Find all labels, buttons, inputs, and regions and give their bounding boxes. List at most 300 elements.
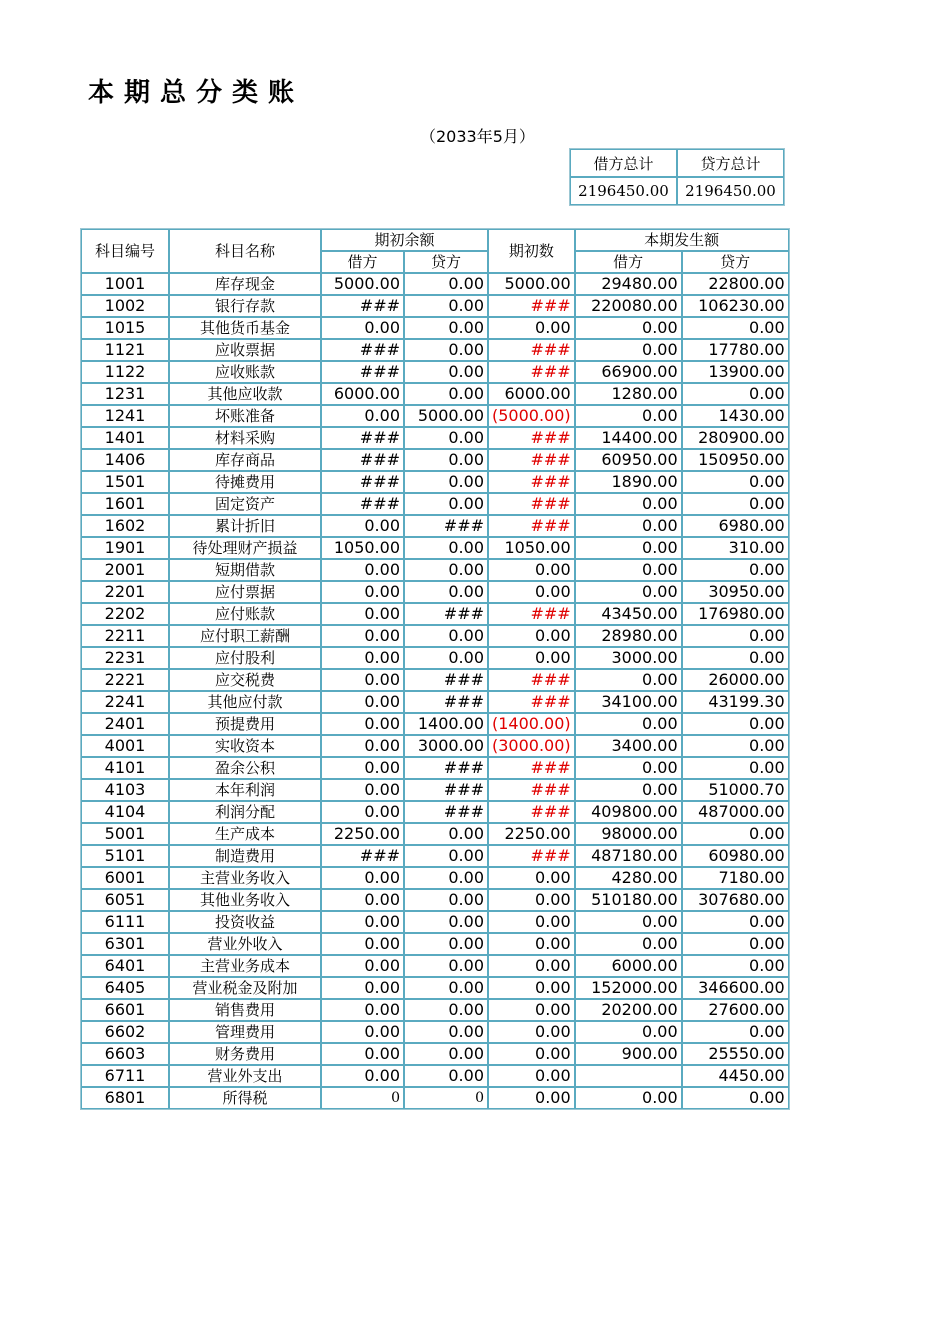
opening-amount-cell[interactable]: 2250.00 <box>488 823 575 845</box>
table-row <box>81 427 789 449</box>
opening-debit-cell[interactable]: ### <box>321 493 404 515</box>
opening-debit-cell[interactable]: 0.00 <box>321 977 404 999</box>
account-name-cell[interactable]: 销售费用 <box>169 999 321 1021</box>
opening-credit-cell[interactable]: 3000.00 <box>404 735 488 757</box>
opening-debit-cell[interactable]: 0.00 <box>321 779 404 801</box>
account-code-cell[interactable]: 1241 <box>81 405 169 427</box>
table-row <box>81 1087 789 1109</box>
table-row <box>81 537 789 559</box>
current-debit-cell[interactable]: 3400.00 <box>575 735 682 757</box>
current-debit-cell[interactable]: 510180.00 <box>575 889 682 911</box>
opening-debit-cell[interactable]: ### <box>321 845 404 867</box>
account-name-cell[interactable]: 应收票据 <box>169 339 321 361</box>
current-debit-cell[interactable]: 1280.00 <box>575 383 682 405</box>
current-credit-cell[interactable]: 4450.00 <box>682 1065 789 1087</box>
opening-debit-cell[interactable]: 0.00 <box>321 955 404 977</box>
account-name-cell[interactable]: 坏账准备 <box>169 405 321 427</box>
opening-credit-cell[interactable]: 0.00 <box>404 317 488 339</box>
account-code-cell[interactable]: 4103 <box>81 779 169 801</box>
opening-credit-cell[interactable]: ### <box>404 779 488 801</box>
opening-debit-cell[interactable]: ### <box>321 361 404 383</box>
current-debit-cell[interactable]: 0.00 <box>575 559 682 581</box>
opening-credit-cell[interactable]: 0.00 <box>404 647 488 669</box>
table-row <box>81 823 789 845</box>
account-code-cell[interactable]: 2401 <box>81 713 169 735</box>
current-debit-cell[interactable]: 0.00 <box>575 1021 682 1043</box>
current-debit-cell[interactable]: 0.00 <box>575 713 682 735</box>
current-credit-cell[interactable]: 0.00 <box>682 933 789 955</box>
account-name-cell[interactable]: 累计折旧 <box>169 515 321 537</box>
current-credit-cell[interactable]: 51000.70 <box>682 779 789 801</box>
current-credit-cell[interactable]: 0.00 <box>682 1021 789 1043</box>
current-credit-cell[interactable]: 25550.00 <box>682 1043 789 1065</box>
opening-amount-cell[interactable]: ### <box>488 295 575 317</box>
account-code-cell[interactable]: 6603 <box>81 1043 169 1065</box>
account-code-cell[interactable]: 4001 <box>81 735 169 757</box>
opening-amount-cell[interactable]: ### <box>488 801 575 823</box>
opening-debit-cell[interactable]: ### <box>321 471 404 493</box>
opening-credit-cell[interactable]: 0.00 <box>404 845 488 867</box>
current-credit-cell[interactable]: 0.00 <box>682 383 789 405</box>
opening-credit-cell[interactable]: ### <box>404 669 488 691</box>
opening-amount-cell[interactable]: 0.00 <box>488 889 575 911</box>
current-debit-cell[interactable]: 0.00 <box>575 757 682 779</box>
opening-amount-cell[interactable]: 0.00 <box>488 581 575 603</box>
table-row <box>81 339 789 361</box>
opening-credit-cell[interactable]: 0.00 <box>404 427 488 449</box>
opening-amount-cell[interactable]: ### <box>488 515 575 537</box>
account-code-cell[interactable]: 1406 <box>81 449 169 471</box>
opening-amount-cell[interactable]: 0.00 <box>488 867 575 889</box>
current-credit-cell[interactable]: 0.00 <box>682 757 789 779</box>
table-row <box>81 559 789 581</box>
opening-debit-cell[interactable]: 0.00 <box>321 801 404 823</box>
opening-amount-cell[interactable]: 0.00 <box>488 955 575 977</box>
opening-debit-cell[interactable]: 6000.00 <box>321 383 404 405</box>
current-credit-cell[interactable]: 346600.00 <box>682 977 789 999</box>
report-period: （2033年5月） <box>420 127 535 146</box>
opening-credit-cell[interactable]: 0 <box>404 1087 488 1109</box>
account-code-cell[interactable]: 6801 <box>81 1087 169 1109</box>
opening-credit-cell[interactable]: 0.00 <box>404 559 488 581</box>
opening-credit-cell[interactable]: 0.00 <box>404 823 488 845</box>
account-code-cell[interactable]: 6405 <box>81 977 169 999</box>
account-code-cell[interactable]: 1231 <box>81 383 169 405</box>
opening-debit-cell[interactable]: 0.00 <box>321 933 404 955</box>
account-name-cell[interactable]: 利润分配 <box>169 801 321 823</box>
opening-credit-cell[interactable]: ### <box>404 603 488 625</box>
account-code-cell[interactable]: 6601 <box>81 999 169 1021</box>
current-credit-cell[interactable]: 0.00 <box>682 625 789 647</box>
credit-total-label: 贷方总计 <box>677 149 784 177</box>
table-row <box>81 735 789 757</box>
opening-amount-cell[interactable]: 0.00 <box>488 1043 575 1065</box>
current-credit-cell[interactable]: 0.00 <box>682 713 789 735</box>
opening-amount-cell[interactable]: 0.00 <box>488 317 575 339</box>
current-credit-cell[interactable]: 27600.00 <box>682 999 789 1021</box>
opening-credit-cell[interactable]: 0.00 <box>404 933 488 955</box>
account-code-cell[interactable]: 1601 <box>81 493 169 515</box>
account-name-cell[interactable]: 其他货币基金 <box>169 317 321 339</box>
current-credit-cell[interactable]: 176980.00 <box>682 603 789 625</box>
account-code-cell[interactable]: 6401 <box>81 955 169 977</box>
current-credit-cell[interactable]: 7180.00 <box>682 867 789 889</box>
account-code-cell[interactable]: 2001 <box>81 559 169 581</box>
account-name-cell[interactable]: 财务费用 <box>169 1043 321 1065</box>
current-debit-cell[interactable]: 66900.00 <box>575 361 682 383</box>
opening-debit-cell[interactable]: 0.00 <box>321 515 404 537</box>
opening-credit-cell[interactable]: 0.00 <box>404 1043 488 1065</box>
account-name-cell[interactable]: 固定资产 <box>169 493 321 515</box>
account-code-cell[interactable]: 1501 <box>81 471 169 493</box>
current-credit-cell[interactable]: 0.00 <box>682 823 789 845</box>
table-row <box>81 713 789 735</box>
account-name-cell[interactable]: 预提费用 <box>169 713 321 735</box>
current-credit-cell[interactable]: 0.00 <box>682 647 789 669</box>
current-credit-cell[interactable]: 0.00 <box>682 1087 789 1109</box>
opening-credit-cell[interactable]: 0.00 <box>404 889 488 911</box>
opening-amount-cell[interactable]: ### <box>488 779 575 801</box>
current-debit-cell[interactable]: 28980.00 <box>575 625 682 647</box>
account-code-cell[interactable]: 6051 <box>81 889 169 911</box>
account-name-cell[interactable]: 制造费用 <box>169 845 321 867</box>
account-name-cell[interactable]: 管理费用 <box>169 1021 321 1043</box>
current-credit-cell[interactable]: 30950.00 <box>682 581 789 603</box>
account-code-cell[interactable]: 6111 <box>81 911 169 933</box>
current-credit-cell[interactable]: 0.00 <box>682 317 789 339</box>
opening-debit-cell[interactable]: 5000.00 <box>321 273 404 295</box>
opening-amount-cell[interactable]: 5000.00 <box>488 273 575 295</box>
opening-credit-cell[interactable]: 0.00 <box>404 1065 488 1087</box>
current-credit-cell[interactable]: 13900.00 <box>682 361 789 383</box>
account-code-cell[interactable]: 2202 <box>81 603 169 625</box>
opening-credit-cell[interactable]: 0.00 <box>404 449 488 471</box>
current-debit-cell[interactable]: 409800.00 <box>575 801 682 823</box>
header-opening-amount: 期初数 <box>488 229 575 273</box>
current-credit-cell[interactable]: 280900.00 <box>682 427 789 449</box>
table-row <box>81 779 789 801</box>
account-code-cell[interactable]: 1401 <box>81 427 169 449</box>
opening-debit-cell[interactable]: ### <box>321 449 404 471</box>
table-row <box>81 801 789 823</box>
table-row <box>81 933 789 955</box>
current-credit-cell[interactable]: 0.00 <box>682 493 789 515</box>
opening-credit-cell[interactable]: ### <box>404 515 488 537</box>
account-name-cell[interactable]: 短期借款 <box>169 559 321 581</box>
current-debit-cell[interactable]: 0.00 <box>575 493 682 515</box>
opening-debit-cell[interactable]: 0 <box>321 1087 404 1109</box>
opening-amount-cell[interactable]: (5000.00) <box>488 405 575 427</box>
current-credit-cell[interactable]: 106230.00 <box>682 295 789 317</box>
opening-amount-cell[interactable]: 0.00 <box>488 1087 575 1109</box>
account-name-cell[interactable]: 应付账款 <box>169 603 321 625</box>
table-row <box>81 317 789 339</box>
account-name-cell[interactable]: 应付票据 <box>169 581 321 603</box>
opening-debit-cell[interactable]: 0.00 <box>321 867 404 889</box>
opening-debit-cell[interactable]: 0.00 <box>321 317 404 339</box>
current-debit-cell[interactable]: 98000.00 <box>575 823 682 845</box>
opening-debit-cell[interactable]: 0.00 <box>321 999 404 1021</box>
current-debit-cell[interactable]: 60950.00 <box>575 449 682 471</box>
account-code-cell[interactable]: 1121 <box>81 339 169 361</box>
current-credit-cell[interactable]: 0.00 <box>682 471 789 493</box>
opening-credit-cell[interactable]: 0.00 <box>404 955 488 977</box>
current-credit-cell[interactable]: 1430.00 <box>682 405 789 427</box>
account-code-cell[interactable]: 1901 <box>81 537 169 559</box>
opening-credit-cell[interactable]: 0.00 <box>404 625 488 647</box>
account-code-cell[interactable]: 1001 <box>81 273 169 295</box>
opening-amount-cell[interactable]: ### <box>488 493 575 515</box>
account-name-cell[interactable]: 盈余公积 <box>169 757 321 779</box>
current-credit-cell[interactable]: 17780.00 <box>682 339 789 361</box>
opening-amount-cell[interactable]: 1050.00 <box>488 537 575 559</box>
header-opening-debit: 借方 <box>321 251 404 273</box>
current-debit-cell[interactable]: 152000.00 <box>575 977 682 999</box>
opening-amount-cell[interactable]: ### <box>488 757 575 779</box>
opening-debit-cell[interactable]: 0.00 <box>321 669 404 691</box>
opening-debit-cell[interactable]: 2250.00 <box>321 823 404 845</box>
opening-amount-cell[interactable]: (1400.00) <box>488 713 575 735</box>
account-code-cell[interactable]: 1602 <box>81 515 169 537</box>
current-credit-cell[interactable]: 310.00 <box>682 537 789 559</box>
current-debit-cell[interactable]: 14400.00 <box>575 427 682 449</box>
table-row <box>81 955 789 977</box>
account-name-cell[interactable]: 实收资本 <box>169 735 321 757</box>
current-debit-cell[interactable]: 487180.00 <box>575 845 682 867</box>
opening-amount-cell[interactable]: ### <box>488 691 575 713</box>
account-code-cell[interactable]: 1002 <box>81 295 169 317</box>
opening-debit-cell[interactable]: 0.00 <box>321 735 404 757</box>
current-debit-cell[interactable]: 0.00 <box>575 779 682 801</box>
current-credit-cell[interactable]: 487000.00 <box>682 801 789 823</box>
account-code-cell[interactable]: 6001 <box>81 867 169 889</box>
opening-debit-cell[interactable]: 0.00 <box>321 691 404 713</box>
current-debit-cell[interactable]: 0.00 <box>575 911 682 933</box>
current-debit-cell[interactable]: 0.00 <box>575 669 682 691</box>
opening-amount-cell[interactable]: ### <box>488 471 575 493</box>
table-row <box>81 1043 789 1065</box>
current-debit-cell[interactable]: 0.00 <box>575 1087 682 1109</box>
opening-amount-cell[interactable]: ### <box>488 339 575 361</box>
credit-total-value[interactable]: 2196450.00 <box>677 177 784 205</box>
opening-debit-cell[interactable]: 0.00 <box>321 559 404 581</box>
account-code-cell[interactable]: 6602 <box>81 1021 169 1043</box>
current-debit-cell[interactable]: 0.00 <box>575 933 682 955</box>
account-name-cell[interactable]: 主营业务收入 <box>169 867 321 889</box>
page-title: 本期总分类账 <box>88 78 305 108</box>
current-debit-cell[interactable]: 0.00 <box>575 581 682 603</box>
current-credit-cell[interactable]: 60980.00 <box>682 845 789 867</box>
current-debit-cell[interactable]: 34100.00 <box>575 691 682 713</box>
account-code-cell[interactable]: 4104 <box>81 801 169 823</box>
opening-credit-cell[interactable]: 0.00 <box>404 361 488 383</box>
table-row <box>81 867 789 889</box>
current-debit-cell[interactable] <box>575 1065 682 1087</box>
opening-credit-cell[interactable]: 0.00 <box>404 977 488 999</box>
header-current-credit: 贷方 <box>682 251 789 273</box>
current-debit-cell[interactable]: 0.00 <box>575 537 682 559</box>
opening-amount-cell[interactable]: ### <box>488 845 575 867</box>
current-debit-cell[interactable]: 1890.00 <box>575 471 682 493</box>
opening-amount-cell[interactable]: 0.00 <box>488 647 575 669</box>
account-name-cell[interactable]: 其他应收款 <box>169 383 321 405</box>
account-name-cell[interactable]: 应收账款 <box>169 361 321 383</box>
opening-debit-cell[interactable]: 0.00 <box>321 911 404 933</box>
opening-credit-cell[interactable]: 0.00 <box>404 581 488 603</box>
account-code-cell[interactable]: 2201 <box>81 581 169 603</box>
current-debit-cell[interactable]: 0.00 <box>575 339 682 361</box>
account-name-cell[interactable]: 生产成本 <box>169 823 321 845</box>
account-name-cell[interactable]: 材料采购 <box>169 427 321 449</box>
current-debit-cell[interactable]: 220080.00 <box>575 295 682 317</box>
opening-debit-cell[interactable]: 0.00 <box>321 405 404 427</box>
account-name-cell[interactable]: 银行存款 <box>169 295 321 317</box>
account-name-cell[interactable]: 应付股利 <box>169 647 321 669</box>
account-name-cell[interactable]: 库存商品 <box>169 449 321 471</box>
opening-debit-cell[interactable]: 0.00 <box>321 647 404 669</box>
account-name-cell[interactable]: 应交税费 <box>169 669 321 691</box>
account-code-cell[interactable]: 2241 <box>81 691 169 713</box>
opening-amount-cell[interactable]: (3000.00) <box>488 735 575 757</box>
account-name-cell[interactable]: 其他应付款 <box>169 691 321 713</box>
opening-debit-cell[interactable]: 0.00 <box>321 603 404 625</box>
account-name-cell[interactable]: 库存现金 <box>169 273 321 295</box>
opening-debit-cell[interactable]: 0.00 <box>321 713 404 735</box>
current-debit-cell[interactable]: 29480.00 <box>575 273 682 295</box>
opening-debit-cell[interactable]: 0.00 <box>321 1043 404 1065</box>
account-name-cell[interactable]: 主营业务成本 <box>169 955 321 977</box>
opening-amount-cell[interactable]: ### <box>488 361 575 383</box>
account-code-cell[interactable]: 5001 <box>81 823 169 845</box>
table-row <box>81 493 789 515</box>
opening-credit-cell[interactable]: 0.00 <box>404 295 488 317</box>
account-name-cell[interactable]: 营业税金及附加 <box>169 977 321 999</box>
debit-total-value[interactable]: 2196450.00 <box>570 177 677 205</box>
opening-debit-cell[interactable]: ### <box>321 427 404 449</box>
account-code-cell[interactable]: 2211 <box>81 625 169 647</box>
opening-amount-cell[interactable]: 0.00 <box>488 999 575 1021</box>
current-debit-cell[interactable]: 20200.00 <box>575 999 682 1021</box>
opening-debit-cell[interactable]: ### <box>321 339 404 361</box>
opening-credit-cell[interactable]: 0.00 <box>404 493 488 515</box>
opening-credit-cell[interactable]: ### <box>404 691 488 713</box>
opening-debit-cell[interactable]: 0.00 <box>321 757 404 779</box>
opening-credit-cell[interactable]: 0.00 <box>404 867 488 889</box>
current-debit-cell[interactable]: 0.00 <box>575 317 682 339</box>
current-debit-cell[interactable]: 6000.00 <box>575 955 682 977</box>
general-ledger-table <box>80 228 790 1110</box>
current-credit-cell[interactable]: 0.00 <box>682 559 789 581</box>
table-row <box>81 977 789 999</box>
opening-debit-cell[interactable]: 0.00 <box>321 581 404 603</box>
account-name-cell[interactable]: 应付职工薪酬 <box>169 625 321 647</box>
opening-credit-cell[interactable]: 5000.00 <box>404 405 488 427</box>
account-code-cell[interactable]: 4101 <box>81 757 169 779</box>
opening-credit-cell[interactable]: 0.00 <box>404 999 488 1021</box>
account-code-cell[interactable]: 1122 <box>81 361 169 383</box>
opening-amount-cell[interactable]: 0.00 <box>488 1065 575 1087</box>
account-name-cell[interactable]: 营业外收入 <box>169 933 321 955</box>
opening-amount-cell[interactable]: ### <box>488 603 575 625</box>
current-credit-cell[interactable]: 43199.30 <box>682 691 789 713</box>
table-row <box>81 889 789 911</box>
opening-credit-cell[interactable]: 0.00 <box>404 339 488 361</box>
opening-amount-cell[interactable]: ### <box>488 449 575 471</box>
account-name-cell[interactable]: 其他业务收入 <box>169 889 321 911</box>
account-name-cell[interactable]: 待摊费用 <box>169 471 321 493</box>
opening-credit-cell[interactable]: ### <box>404 757 488 779</box>
table-row <box>81 449 789 471</box>
opening-debit-cell[interactable]: 0.00 <box>321 1065 404 1087</box>
current-debit-cell[interactable]: 0.00 <box>575 515 682 537</box>
current-debit-cell[interactable]: 900.00 <box>575 1043 682 1065</box>
account-name-cell[interactable]: 所得税 <box>169 1087 321 1109</box>
opening-credit-cell[interactable]: 0.00 <box>404 1021 488 1043</box>
opening-amount-cell[interactable]: 0.00 <box>488 977 575 999</box>
account-name-cell[interactable]: 本年利润 <box>169 779 321 801</box>
current-credit-cell[interactable]: 307680.00 <box>682 889 789 911</box>
table-row <box>81 911 789 933</box>
account-name-cell[interactable]: 投资收益 <box>169 911 321 933</box>
account-name-cell[interactable]: 营业外支出 <box>169 1065 321 1087</box>
current-credit-cell[interactable]: 22800.00 <box>682 273 789 295</box>
account-code-cell[interactable]: 2231 <box>81 647 169 669</box>
opening-credit-cell[interactable]: ### <box>404 801 488 823</box>
current-debit-cell[interactable]: 4280.00 <box>575 867 682 889</box>
opening-amount-cell[interactable]: 0.00 <box>488 559 575 581</box>
current-debit-cell[interactable]: 43450.00 <box>575 603 682 625</box>
opening-credit-cell[interactable]: 0.00 <box>404 383 488 405</box>
opening-debit-cell[interactable]: ### <box>321 295 404 317</box>
opening-amount-cell[interactable]: 6000.00 <box>488 383 575 405</box>
opening-credit-cell[interactable]: 0.00 <box>404 537 488 559</box>
table-row <box>81 1065 789 1087</box>
opening-amount-cell[interactable]: 0.00 <box>488 911 575 933</box>
opening-credit-cell[interactable]: 0.00 <box>404 911 488 933</box>
opening-amount-cell[interactable]: ### <box>488 669 575 691</box>
current-debit-cell[interactable]: 0.00 <box>575 405 682 427</box>
account-code-cell[interactable]: 5101 <box>81 845 169 867</box>
opening-amount-cell[interactable]: 0.00 <box>488 933 575 955</box>
account-name-cell[interactable]: 待处理财产损益 <box>169 537 321 559</box>
table-row <box>81 273 789 295</box>
opening-debit-cell[interactable]: 0.00 <box>321 625 404 647</box>
table-row <box>81 295 789 317</box>
opening-amount-cell[interactable]: 0.00 <box>488 625 575 647</box>
current-credit-cell[interactable]: 0.00 <box>682 735 789 757</box>
account-code-cell[interactable]: 6301 <box>81 933 169 955</box>
current-credit-cell[interactable]: 150950.00 <box>682 449 789 471</box>
current-credit-cell[interactable]: 0.00 <box>682 955 789 977</box>
table-row <box>81 691 789 713</box>
opening-credit-cell[interactable]: 1400.00 <box>404 713 488 735</box>
account-code-cell[interactable]: 1015 <box>81 317 169 339</box>
opening-credit-cell[interactable]: 0.00 <box>404 273 488 295</box>
current-debit-cell[interactable]: 3000.00 <box>575 647 682 669</box>
account-code-cell[interactable]: 6711 <box>81 1065 169 1087</box>
opening-credit-cell[interactable]: 0.00 <box>404 471 488 493</box>
opening-amount-cell[interactable]: ### <box>488 427 575 449</box>
opening-debit-cell[interactable]: 0.00 <box>321 1021 404 1043</box>
current-credit-cell[interactable]: 6980.00 <box>682 515 789 537</box>
opening-amount-cell[interactable]: 0.00 <box>488 1021 575 1043</box>
table-row <box>81 581 789 603</box>
opening-debit-cell[interactable]: 0.00 <box>321 889 404 911</box>
account-code-cell[interactable]: 2221 <box>81 669 169 691</box>
opening-debit-cell[interactable]: 1050.00 <box>321 537 404 559</box>
current-credit-cell[interactable]: 26000.00 <box>682 669 789 691</box>
current-credit-cell[interactable]: 0.00 <box>682 911 789 933</box>
